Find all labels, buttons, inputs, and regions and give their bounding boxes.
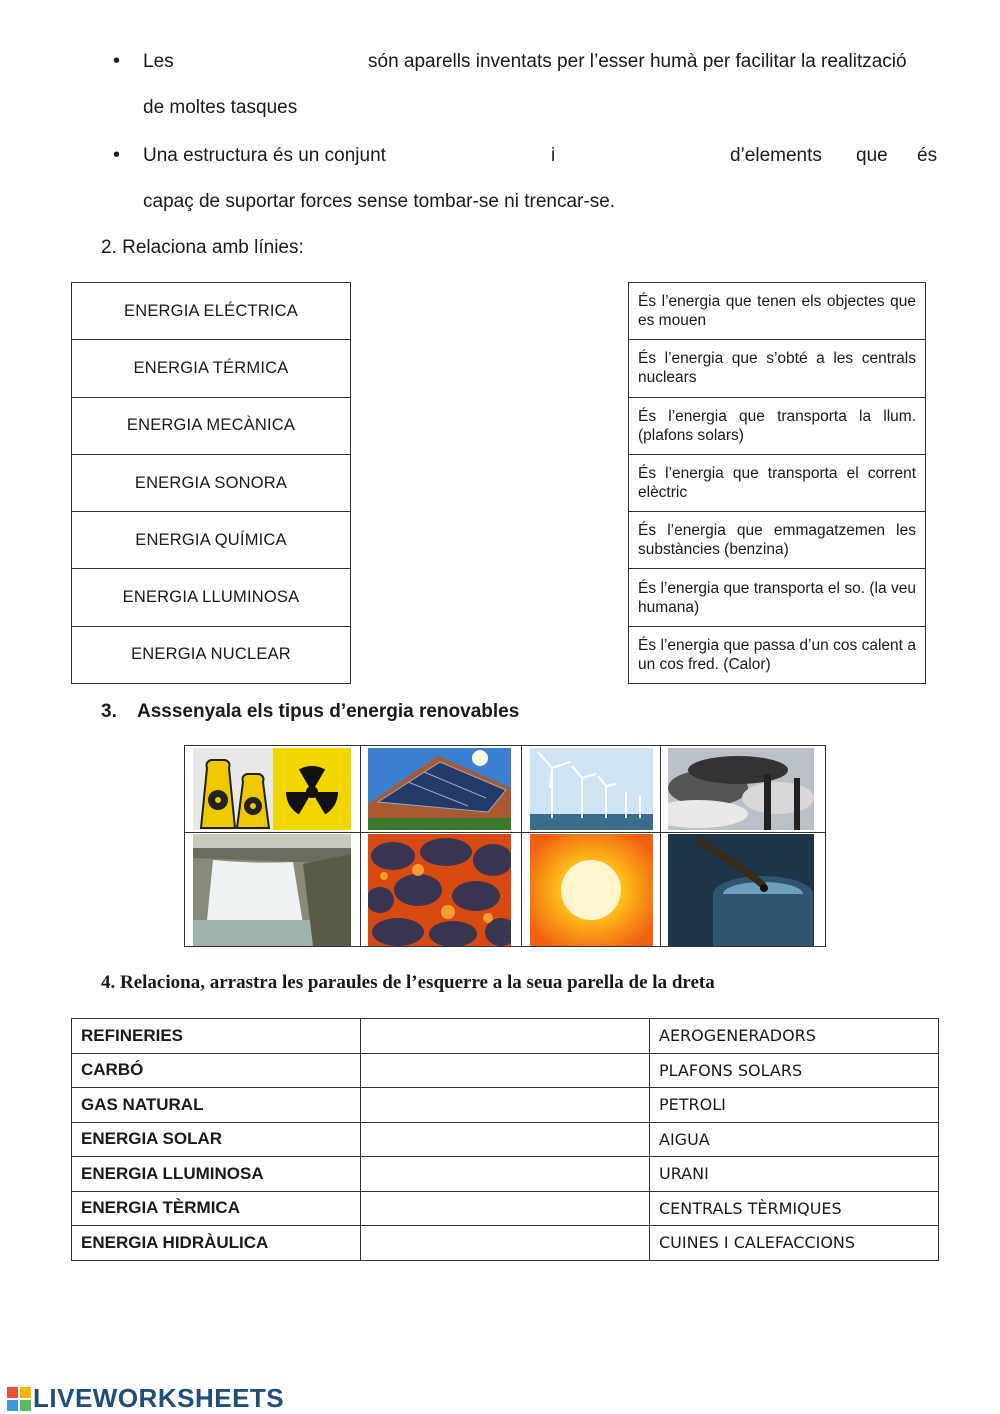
sun-icon[interactable] bbox=[530, 834, 653, 946]
liveworksheets-logo[interactable] bbox=[7, 1383, 284, 1414]
definition-box[interactable]: És l’energia que transporta el corrent elèctric bbox=[629, 454, 926, 511]
definition-box[interactable]: És l’energia que tenen els objectes que es mouen bbox=[629, 283, 926, 340]
liveworksheets-logo-text: LIVEWORKSHEETS bbox=[33, 1383, 285, 1413]
match-left-cell[interactable]: GAS NATURAL bbox=[72, 1088, 361, 1123]
q3-title: Asssenyala els tipus d’energia renovables bbox=[137, 701, 520, 722]
match-right-cell: AEROGENERADORS bbox=[650, 1019, 939, 1054]
bullet2-text-que: que bbox=[856, 145, 888, 166]
q2-title: 2. Relaciona amb línies: bbox=[101, 237, 304, 258]
definition-box[interactable]: És l’energia que passa d’un cos calent a un cos fred. (Calor) bbox=[629, 626, 926, 683]
bullet1-text-line2: de moltes tasques bbox=[143, 97, 298, 118]
bullet-dot: • bbox=[113, 144, 121, 166]
table-row bbox=[72, 1088, 939, 1123]
drop-target-cell[interactable] bbox=[361, 1226, 650, 1261]
factory-smoke-icon[interactable] bbox=[668, 748, 814, 830]
drop-target-cell[interactable] bbox=[361, 1019, 650, 1054]
energy-type-box[interactable]: ENERGIA QUÍMICA bbox=[72, 512, 351, 569]
energy-type-box[interactable]: ENERGIA MECÀNICA bbox=[72, 397, 351, 454]
burning-coal-icon[interactable] bbox=[368, 834, 511, 946]
energy-type-box[interactable]: ENERGIA TÉRMICA bbox=[72, 340, 351, 397]
definition-box[interactable]: És l’energia que s’obté a les centrals nuclears bbox=[629, 340, 926, 397]
bullet2-text-and: i bbox=[551, 145, 556, 166]
table-row bbox=[72, 1053, 939, 1088]
match-left-cell[interactable]: ENERGIA LLUMINOSA bbox=[72, 1157, 361, 1192]
energy-types-table bbox=[71, 282, 351, 684]
nuclear-plant-icon[interactable] bbox=[193, 748, 351, 830]
match-right-cell: PLAFONS SOLARS bbox=[650, 1053, 939, 1088]
match-right-cell: URANI bbox=[650, 1157, 939, 1192]
table-row bbox=[72, 1191, 939, 1226]
drop-target-cell[interactable] bbox=[361, 1122, 650, 1157]
q3-number: 3. bbox=[101, 701, 117, 722]
bullet1-text-start: Les bbox=[143, 51, 174, 72]
table-row bbox=[72, 1019, 939, 1054]
energy-type-box[interactable]: ENERGIA SONORA bbox=[72, 454, 351, 511]
liveworksheets-logo-icon bbox=[7, 1387, 31, 1411]
bullet2-text-line2: capaç de suportar forces sense tombar-se ni trencar-se. bbox=[143, 191, 616, 212]
energy-type-box[interactable]: ENERGIA NUCLEAR bbox=[72, 626, 351, 683]
match-right-cell: CENTRALS TÈRMIQUES bbox=[650, 1191, 939, 1226]
renewable-energy-image-grid bbox=[184, 745, 826, 947]
table-row bbox=[72, 1226, 939, 1261]
match-left-cell[interactable]: ENERGIA TÈRMICA bbox=[72, 1191, 361, 1226]
match-left-cell[interactable]: CARBÓ bbox=[72, 1053, 361, 1088]
definition-box[interactable]: És l’energia que transporta la llum. (plafons solars) bbox=[629, 397, 926, 454]
bullet1-blank[interactable] bbox=[190, 48, 360, 76]
bullet2-blank-1[interactable] bbox=[410, 142, 540, 170]
match-right-cell: AIGUA bbox=[650, 1122, 939, 1157]
bullet2-blank-2[interactable] bbox=[565, 142, 720, 170]
wind-turbines-icon[interactable] bbox=[530, 748, 653, 830]
bullet2-text-elements: d’elements bbox=[730, 145, 822, 166]
drop-target-cell[interactable] bbox=[361, 1088, 650, 1123]
energy-type-box[interactable]: ENERGIA ELÉCTRICA bbox=[72, 283, 351, 340]
energy-type-box[interactable]: ENERGIA LLUMINOSA bbox=[72, 569, 351, 626]
energy-definitions-table bbox=[628, 282, 926, 684]
definition-box[interactable]: És l’energia que emmagatzemen les substàncies (benzina) bbox=[629, 512, 926, 569]
table-row bbox=[72, 1157, 939, 1192]
dam-waterfall-icon[interactable] bbox=[193, 834, 351, 946]
match-left-cell[interactable]: ENERGIA SOLAR bbox=[72, 1122, 361, 1157]
match-left-cell[interactable]: ENERGIA HIDRÀULICA bbox=[72, 1226, 361, 1261]
drop-target-cell[interactable] bbox=[361, 1157, 650, 1192]
match-left-cell[interactable]: REFINERIES bbox=[72, 1019, 361, 1054]
q4-title: 4. Relaciona, arrastra les paraules de l’esquerre a la seua parella de la dreta bbox=[101, 972, 715, 993]
match-right-cell: CUINES I CALEFACCIONS bbox=[650, 1226, 939, 1261]
match-right-cell: PETROLI bbox=[650, 1088, 939, 1123]
match-table bbox=[71, 1018, 939, 1261]
bullet2-text-es: és bbox=[917, 145, 938, 166]
bullet1-text-end: són aparells inventats per l’esser humà per facilitar la realització bbox=[368, 51, 907, 72]
drop-target-cell[interactable] bbox=[361, 1191, 650, 1226]
table-row bbox=[72, 1122, 939, 1157]
oil-barrel-icon[interactable] bbox=[668, 834, 814, 946]
solar-panels-icon[interactable] bbox=[368, 748, 511, 830]
definition-box[interactable]: És l’energia que transporta el so. (la veu humana) bbox=[629, 569, 926, 626]
drop-target-cell[interactable] bbox=[361, 1053, 650, 1088]
bullet-dot: • bbox=[113, 50, 121, 72]
bullet2-text-start: Una estructura és un conjunt bbox=[143, 145, 386, 166]
